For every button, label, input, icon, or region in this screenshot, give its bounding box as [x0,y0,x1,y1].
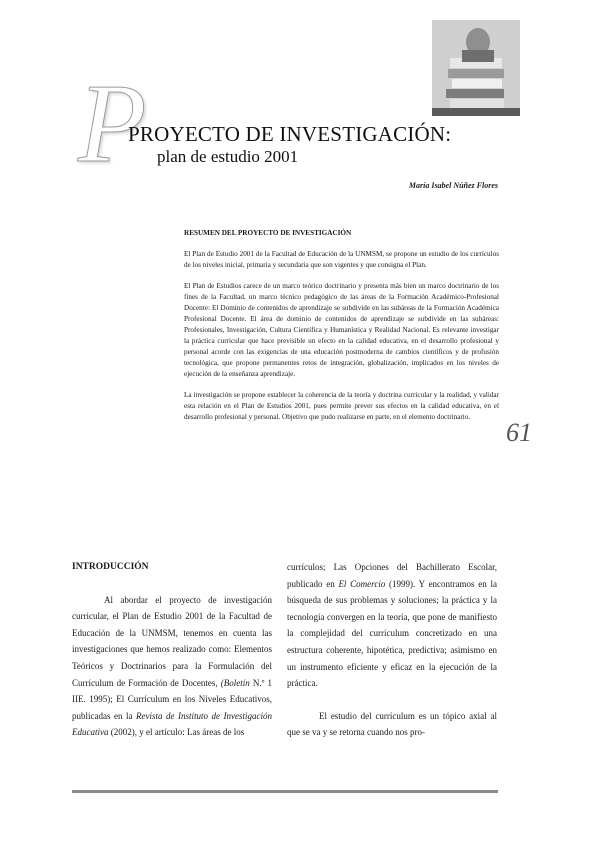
text-span: N.º 1 IIE. 1995); El Currículum en los Niveles Educativos, publicadas en la [72,677,272,721]
text-span: (2002), y el artículo: Las áreas de los [108,727,245,738]
page-number: 61 [506,418,532,447]
body-paragraph: El estudio del currículum es un tópico axial al que se va y se retorna cuando nos pro- [287,710,497,738]
body-column-right [287,559,497,741]
abstract [184,228,499,433]
text-span: currículos; Las Opciones del Bachillerato Escolar, publicado en [287,562,497,589]
body-paragraph [287,559,497,692]
header-photo [432,20,520,116]
newspaper-name-italic: El Comercio [338,578,386,589]
text-span: (1999). Y encontramos en la búsqueda de sus problemas y soluciones; la práctica y la tecnología convergen en la teoría, que pone de manifiesto la complejidad del currículum concretizado en una estructura coherente, hipotética, predictiva; asimismo en un instrumento eficiente y eficaz en la ejecución de la práctica. [287,578,497,689]
footer-rule [72,790,498,793]
abstract-heading: RESUMEN DEL PROYECTO DE INVESTIGACIÓN [184,229,352,237]
abstract-paragraph: El Plan de Estudio 2001 de la Facultad de Educación de la UNMSM, se propone un estudio de los currículos de los niveles inicial, primaria y secundaria que son vigentes y que consigna el Plan. [184,250,499,269]
text-span: Al abordar el proyecto de investigación curricular, el Plan de Estudio 2001 de la Facultad de Educación de la UNMSM, tenemos en cuenta las investigaciones que hemos realizado como: Elementos Teóricos y Doctrinarios para la Formulación del Currículum de Formación de Docentes, [72,594,272,688]
article-title: PROYECTO DE INVESTIGACIÓN: [128,122,452,146]
decorative-drop-letter: P [78,62,147,186]
journal-name-italic: Revista de Instituto de Investigación Educativa [72,710,272,738]
section-heading: INTRODUCCIÓN [72,562,149,572]
citation-italic: (Boletín [220,677,250,688]
body-paragraph [72,592,272,741]
abstract-paragraph: El Plan de Estudios carece de un marco teórico doctrinario y presenta más bien un marco doctrinario de los fines de la Facultad, un marco técnico pedagógico de las áreas de la Formación Académico-Profesional Docente: El Dominio de contenidos de aprendizaje se subdivide en las subáreas de la Formación Académica Profesional Docente. El área de dominio de contenidos de aprendizaje se subdivide en las subáreas: Profesionales, Investigación, Cultura Científica y Humanística y Realidad Nacional. Es relevante investigar la práctica curricular que hace previsible un efecto en la calidad educativa, en el desarrollo profesional y personal acorde con las exigencias de una educación postmoderna de cambios científicos y de profusión tecnológica, que propone permanentes retos de integración, globalización, implicados en los niveles de ejecución de la enseñanza aprendizaje. [184,282,499,378]
body-column-left [72,559,272,741]
article-subtitle: plan de estudio 2001 [157,147,299,166]
author-name: María Isabel Núñez Flores [408,181,498,190]
abstract-paragraph: La investigación se propone establecer la coherencia de la teoría y doctrina curricular y la realidad, y validar esta relación en el Plan de Estudios 2001, pues permite prever sus efectos en la calidad educativa, en el desarrollo profesional y personal. Objetivo que pudo realizarse en parte, en el elemento doctrinario. [184,391,499,421]
